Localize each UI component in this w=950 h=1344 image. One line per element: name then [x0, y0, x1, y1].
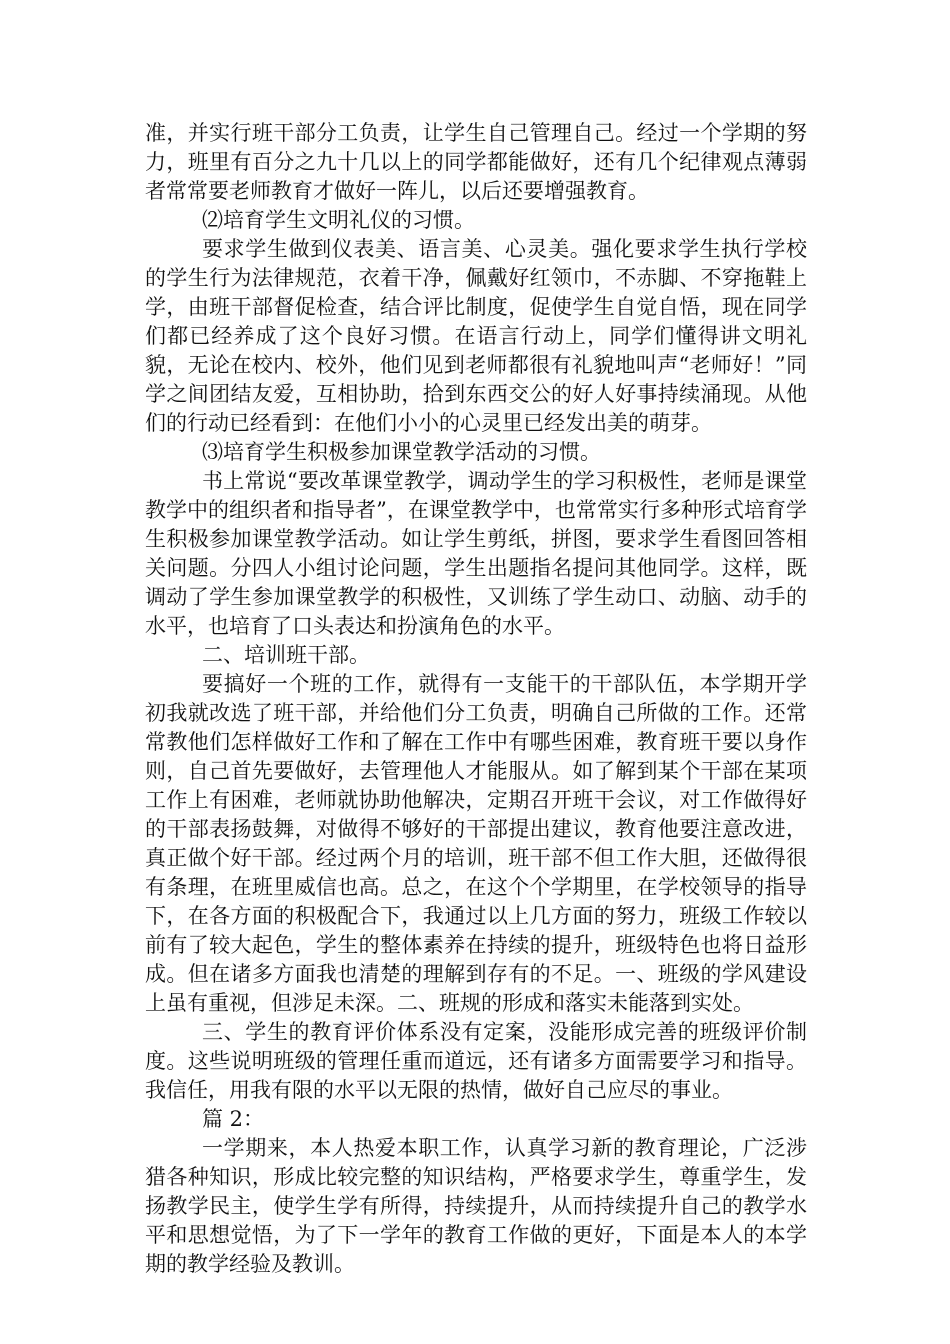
paragraph-discipline-summary: 准，并实行班干部分工负责，让学生自己管理自己。经过一个学期的努力，班里有百分之九十几以上的同学都能做好，还有几个纪律观点薄弱者常常要老师教育才做好一阵儿，以后还要增强教育。 — [145, 121, 807, 203]
document-page — [145, 119, 807, 1279]
heading-classroom-participation: ⑶培育学生积极参加课堂教学活动的习惯。 — [202, 440, 601, 464]
heading-train-class-cadres: 二、培训班干部。 — [202, 643, 370, 667]
paragraph-part-2-intro: 一学期来，本人热爱本职工作，认真学习新的教育理论，广泛涉猎各种知识，形成比较完整的知识结构，严格要求学生，尊重学生，发扬教学民主，使学生学有所得，持续提升，从而持续提升自己的教学水平和思想觉悟，为了下一学年的教育工作做的更好，下面是本人的本学期的教学经验及教训。 — [145, 1136, 807, 1276]
paragraph-evaluation-system: 三、学生的教育评价体系没有定案，没能形成完善的班级评价制度。这些说明班级的管理任重而道远，还有诸多方面需要学习和指导。我信任，用我有限的水平以无限的热情，做好自己应尽的事业。 — [145, 1020, 807, 1102]
paragraph-train-class-cadres: 要搞好一个班的工作，就得有一支能干的干部队伍，本学期开学初我就改选了班干部，并给他们分工负责，明确自己所做的工作。还常常教他们怎样做好工作和了解在工作中有哪些困难，教育班干要以身作则，自己首先要做好，去管理他人才能服从。如了解到某个干部在某项工作上有困难，老师就协助他解决，定期召开班干会议，对工作做得好的干部表扬鼓舞，对做得不够好的干部提出建议，教育他要注意改进，真正做个好干部。经过两个月的培训，班干部不但工作大胆，还做得很有条理，在班里威信也高。总之，在这个个学期里，在学校领导的指导下，在各方面的积极配合下，我通过以上几方面的努力，班级工作较以前有了较大起色，学生的整体素养在持续的提升，班级特色也将日益形成。但在诸多方面我也清楚的理解到存有的不足。一、班级的学风建设上虽有重视，但涉足未深。二、班规的形成和落实未能落到实处。 — [145, 672, 807, 1015]
paragraph-classroom-participation: 书上常说“要改革课堂教学，调动学生的学习积极性，老师是课堂教学中的组织者和指导者”，在课堂教学中，也常常实行多种形式培育学生积极参加课堂教学活动。如让学生剪纸，拼图，要求学生看图回答相关问题。分四人小组讨论问题，学生出题指名提问其他同学。这样，既调动了学生参加课堂教学的积极性，又训练了学生动口、动脑、动手的水平，也培育了口头表达和扮演角色的水平。 — [145, 469, 807, 638]
heading-part-2: 篇 2： — [202, 1107, 265, 1131]
paragraph-etiquette-habit: 要求学生做到仪表美、语言美、心灵美。强化要求学生执行学校的学生行为法律规范，衣着干净，佩戴好红领巾，不赤脚、不穿拖鞋上学，由班干部督促检查，结合评比制度，促使学生自觉自悟，现在同学们都已经养成了这个良好习惯。在语言行动上，同学们懂得讲文明礼貌，无论在校内、校外，他们见到老师都很有礼貌地叫声“老师好！”同学之间团结友爱，互相协助，拾到东西交公的好人好事持续涌现。从他们的行动已经看到：在他们小小的心灵里已经发出美的萌芽。 — [145, 237, 807, 435]
heading-etiquette-habit: ⑵培育学生文明礼仪的习惯。 — [202, 208, 475, 232]
